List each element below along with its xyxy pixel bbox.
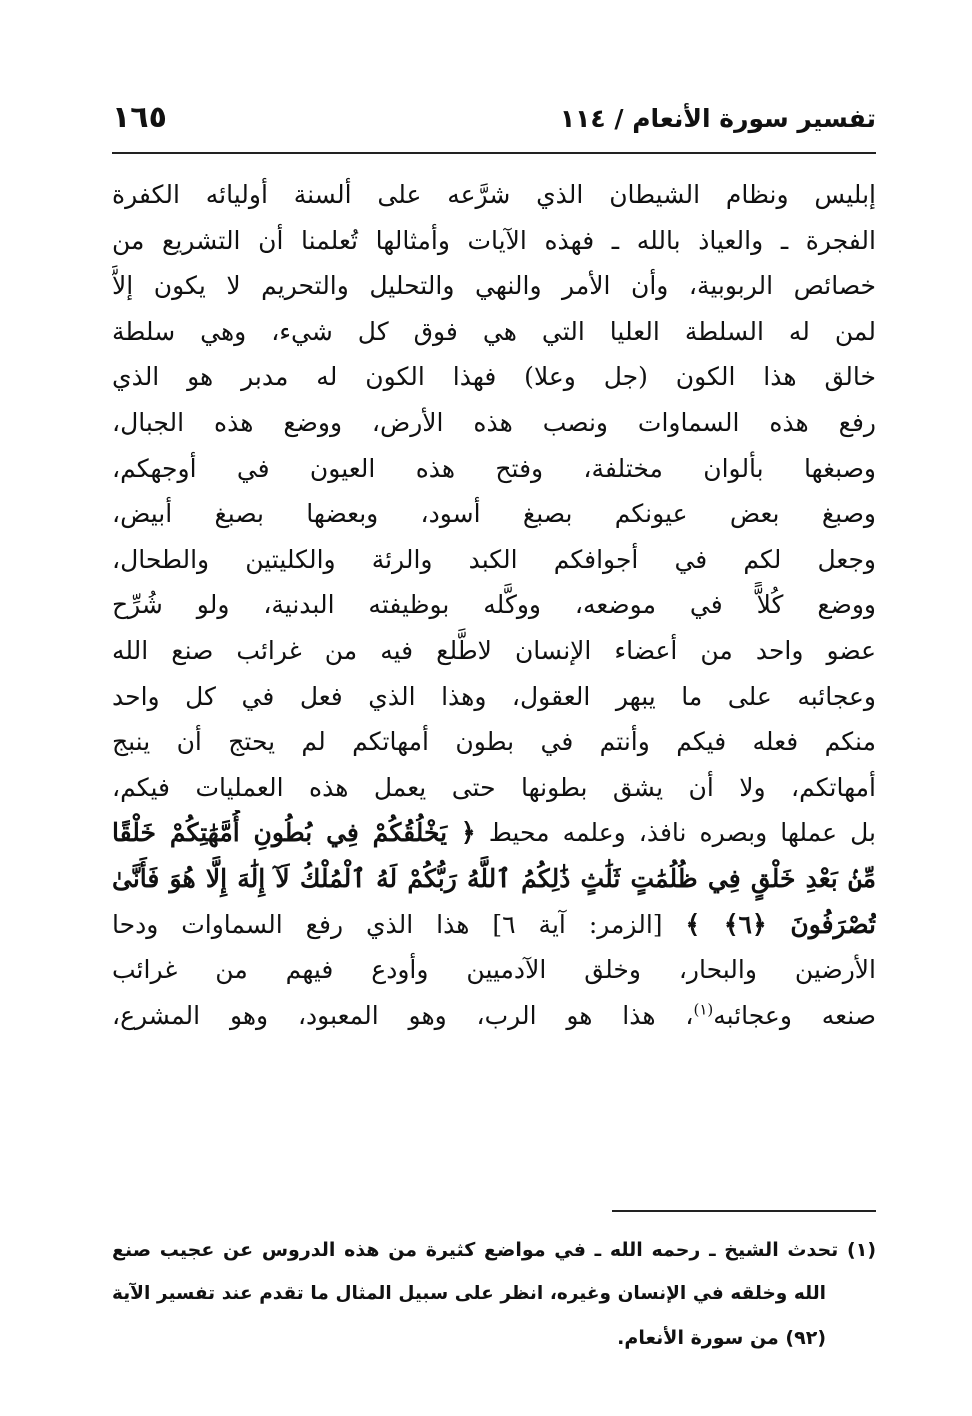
text-line <box>112 810 876 856</box>
text-line: وصبغها بألوان مختلفة، وفتح هذه العيون في أوجهكم، <box>112 453 876 483</box>
text-line: منكم فعله فيكم وأنتم في بطون أمهاتكم لم يحتج أن ينبج <box>112 727 876 757</box>
quran-verse: مِّنۢ بَعْدِ خَلْقٍ فِي ظُلُمَٰتٍ ثَلَٰثٍ ذَٰلِكُمُ ٱللَّهُ رَبُّكُمْ لَهُ ٱلْمُلْكُ لَآ إِلَٰهَ إِلَّا هُوَ فَأَنَّىٰ <box>112 863 876 893</box>
text-line <box>112 993 876 1039</box>
footnotes <box>112 1228 876 1360</box>
header-rule <box>112 152 876 154</box>
text-line: رفع هذه السماوات ونصب هذه الأرض، ووضع هذه الجبال، <box>112 407 876 437</box>
text-segment: [الزمر: آية ٦] هذا الذي رفع السماوات ودحا <box>112 909 663 939</box>
footnote-line: الله وخلقه في الإنسان وغيره، انظر على سبيل المثال ما تقدم عند تفسير الآية <box>112 1283 826 1304</box>
text-segment: ، هذا هو الرب، وهو المعبود، وهو المشرع، <box>112 1000 694 1030</box>
page-header <box>112 98 876 148</box>
text-line: لمن له السلطة العليا التي هي فوق كل شيء، وهي سلطة <box>112 316 876 346</box>
text-line: عضو واحد من أعضاء الإنسان لاطَّلع فيه من غرائب صنع الله <box>112 635 876 665</box>
quran-verse: تُصْرَفُونَ ﴿٦﴾ ﴾ <box>685 909 876 939</box>
text-line: وجعل لكم في أجوافكم الكبد والرئة والكليتين والطحال، <box>112 544 876 574</box>
text-line: الفجرة ـ والعياذ بالله ـ فهذه الآيات وأمثالها تُعلمنا أن التشريع من <box>112 225 876 255</box>
text-line: وصبغ بعض عيونكم بصبغ أسود، وبعضها بصبغ أبيض، <box>112 499 876 529</box>
text-line <box>112 856 876 902</box>
text-segment: بل عملها وبصره نافذ، وعلمه محيط <box>488 818 876 848</box>
text-line: ووضع كُلاًّ في موضعه، ووكَّله بوظيفته البدنية، ولو شُرِّح <box>112 590 876 620</box>
text-line: الأرضين والبحار، وخلق الآدميين وأودع فيهم من غرائب <box>112 955 876 985</box>
quran-verse: ﴿ يَخْلُقُكُمْ فِي بُطُونِ أُمَّهَٰتِكُمْ خَلْقًا <box>112 818 476 848</box>
text-line <box>112 902 876 948</box>
page-number: ١٦٥ <box>112 100 167 135</box>
footnote-marker: (١) <box>693 1000 714 1019</box>
text-line: إبليس ونظام الشيطان الذي شرَّعه على ألسنة أوليائه الكفرة <box>112 180 876 209</box>
text-line: وعجائبه على ما يبهر العقول، وهذا الذي فعل في كل واحد <box>112 681 876 711</box>
body-text <box>112 172 876 1038</box>
running-head: تفسير سورة الأنعام / ١١٤ <box>559 104 876 133</box>
footnote-line: (١) تحدث الشيخ ـ رحمه الله ـ في مواضع كثيرة من هذه الدروس عن عجيب صنع <box>112 1239 876 1261</box>
text-line: خالق هذا الكون (جل وعلا) فهذا الكون له مدبر هو الذي <box>112 362 876 392</box>
footnote-line: (٩٢) من سورة الأنعام. <box>617 1327 826 1349</box>
text-line: أمهاتكم، ولا أن يشق بطونها حتى يعمل هذه العمليات فيكم، <box>112 772 876 802</box>
text-line: خصائص الربوبية، وأن الأمر والنهي والتحليل والتحريم لا يكون إلاَّ <box>112 271 876 301</box>
footnote-rule <box>612 1210 876 1212</box>
text-segment: صنعه وعجائبه <box>713 1000 876 1030</box>
